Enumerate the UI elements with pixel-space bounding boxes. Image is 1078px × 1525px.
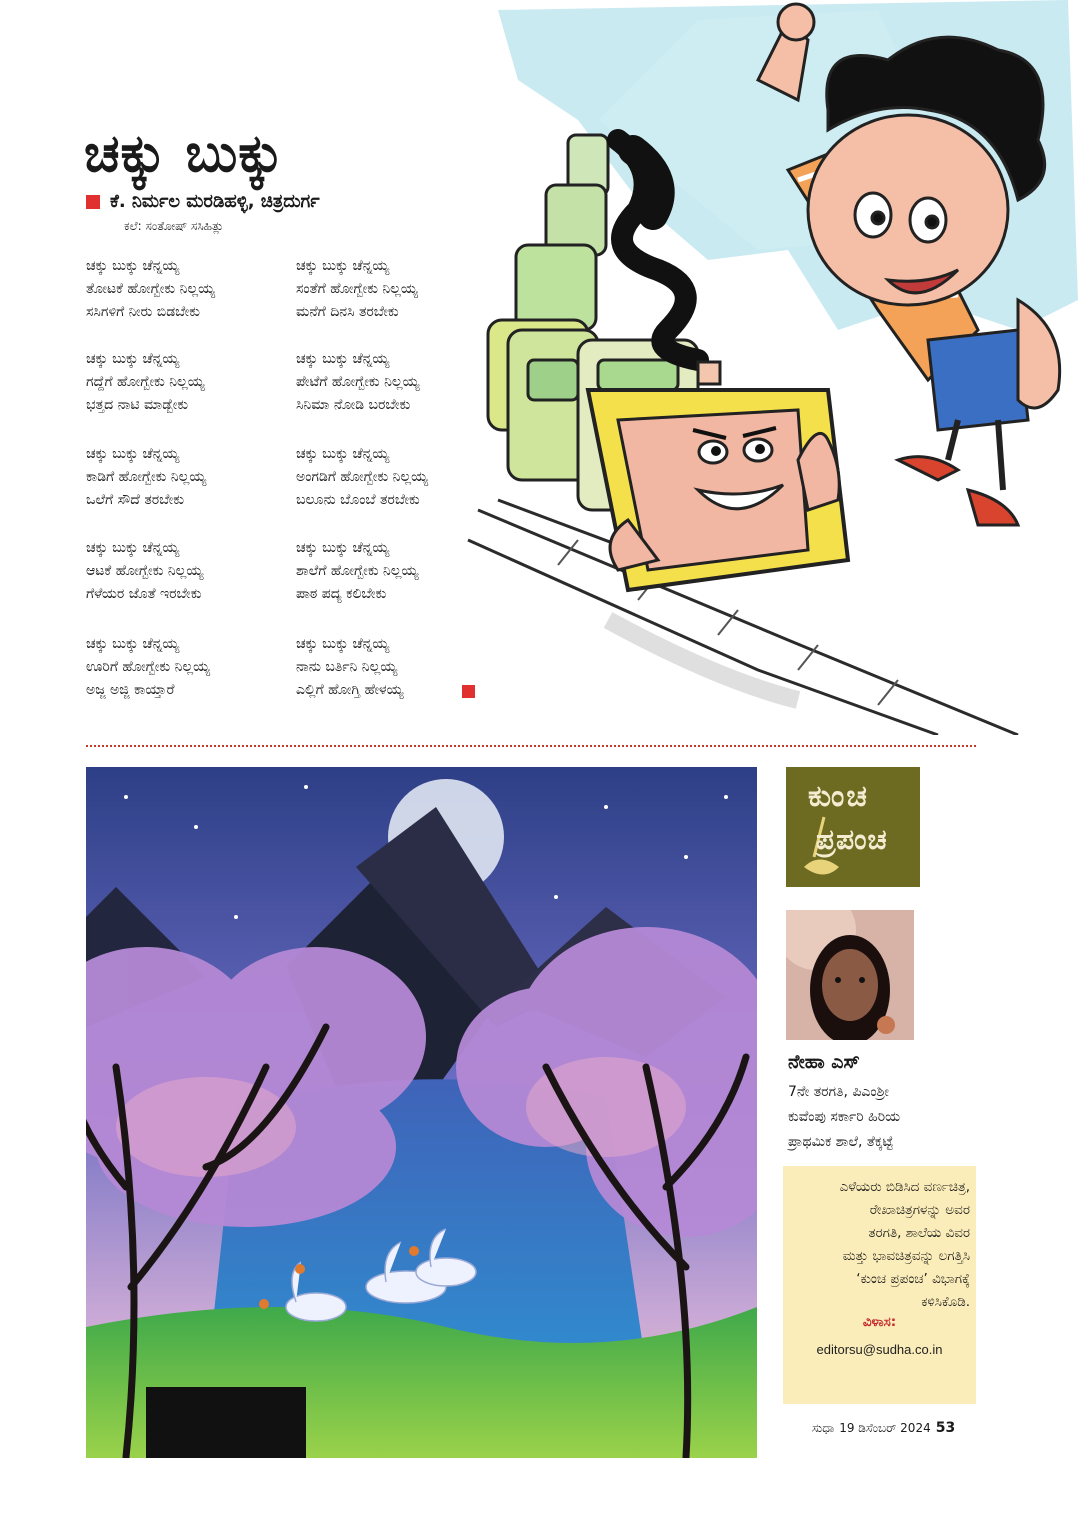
poem-line: ಮನೆಗೆ ದಿನಸಿ ತರಬೇಕು bbox=[296, 304, 399, 320]
poem-stanza bbox=[296, 537, 418, 606]
page-footer bbox=[812, 1420, 955, 1436]
note-line: ಎಳೆಯರು ಬಿಡಿಸಿದ ವರ್ಣಚಿತ್ರ, bbox=[839, 1179, 970, 1195]
poem-stanza bbox=[86, 255, 215, 324]
logo-line-1: ಕುಂಚ bbox=[808, 779, 869, 814]
student-info-line: 7ನೇ ತರಗತಿ, ಪಿಎಂಶ್ರೀ bbox=[788, 1084, 889, 1100]
poem-line: ಚಕ್ಕು ಬುಕ್ಕು ಚೆನ್ನಯ್ಯ bbox=[86, 540, 180, 556]
submission-note bbox=[783, 1166, 976, 1404]
poem-line: ಚಕ್ಕು ಬುಕ್ಕು ಚೆನ್ನಯ್ಯ bbox=[296, 636, 390, 652]
page-number: 53 bbox=[935, 1420, 956, 1436]
note-line: ‘ಕುಂಚ ಪ್ರಪಂಚ’ ವಿಭಾಗಕ್ಕೆ bbox=[856, 1271, 970, 1287]
cartoon-illustration bbox=[458, 0, 1078, 735]
poem-line: ಗೆಳೆಯರ ಜೊತೆ ಇರಬೇಕು bbox=[86, 586, 202, 602]
poem-byline bbox=[86, 191, 320, 212]
poem-line: ಒಲೆಗೆ ಸೌದೆ ತರಬೇಕು bbox=[86, 492, 185, 508]
poem-stanza bbox=[86, 537, 203, 606]
poem-line: ಚಕ್ಕು ಬುಕ್ಕು ಚೆನ್ನಯ್ಯ bbox=[296, 540, 390, 556]
poem-line: ಸಸಿಗಳಿಗೆ ನೀರು ಬಿಡಬೇಕು bbox=[86, 304, 201, 320]
poem-line: ಚಕ್ಕು ಬುಕ್ಕು ಚೆನ್ನಯ್ಯ bbox=[296, 351, 390, 367]
magazine-name: ಸುಧಾ bbox=[812, 1421, 835, 1435]
poem-author: ಕೆ. ನಿರ್ಮಲ ಮರಡಿಹಳ್ಳಿ, ಚಿತ್ರದುರ್ಗ bbox=[110, 191, 320, 212]
poem-line: ಸಂತೆಗೆ ಹೋಗ್ಬೇಕು ನಿಲ್ಲಯ್ಯ bbox=[296, 281, 418, 297]
poem-line: ಅಂಗಡಿಗೆ ಹೋಗ್ಬೇಕು ನಿಲ್ಲಯ್ಯ bbox=[296, 469, 429, 485]
poem-line: ಎಲ್ಲಿಗೆ ಹೋಗ್ತಿ ಹೇಳಯ್ಯ bbox=[296, 682, 404, 698]
student-name: ನೇಹಾ ಎಸ್ bbox=[788, 1051, 860, 1073]
poem-stanza bbox=[296, 443, 428, 512]
art-credit: ಕಲೆ: ಸಂತೋಷ್ ಸಸಿಹಿತ್ಲು bbox=[124, 219, 224, 233]
section-logo bbox=[786, 767, 920, 887]
note-text bbox=[789, 1176, 970, 1314]
poem-line: ಕಾಡಿಗೆ ಹೋಗ್ಬೇಕು ನಿಲ್ಲಯ್ಯ bbox=[86, 469, 207, 485]
poem-stanza bbox=[296, 255, 418, 324]
poem-line: ಚಕ್ಕು ಬುಕ್ಕು ಚೆನ್ನಯ್ಯ bbox=[86, 636, 180, 652]
poem-line: ಆಟಕೆ ಹೋಗ್ಬೇಕು ನಿಲ್ಲಯ್ಯ bbox=[86, 563, 204, 579]
poem-line: ಪೇಟೆಗೆ ಹೋಗ್ಬೇಕು ನಿಲ್ಲಯ್ಯ bbox=[296, 374, 420, 390]
poem-line: ಬಲೂನು ಬೊಂಬೆ ತರಬೇಕು bbox=[296, 492, 420, 508]
poem-line: ಚಕ್ಕು ಬುಕ್ಕು ಚೆನ್ನಯ್ಯ bbox=[296, 446, 390, 462]
poem-stanza bbox=[86, 443, 206, 512]
poem-line: ಚಕ್ಕು ಬುಕ್ಕು ಚೆನ್ನಯ್ಯ bbox=[296, 258, 390, 274]
poem-line: ಶಾಲೆಗೆ ಹೋಗ್ಬೇಕು ನಿಲ್ಲಯ್ಯ bbox=[296, 563, 419, 579]
poem-line: ಚಕ್ಕು ಬುಕ್ಕು ಚೆನ್ನಯ್ಯ bbox=[86, 446, 180, 462]
poem-line: ಊರಿಗೆ ಹೋಗ್ಬೇಕು ನಿಲ್ಲಯ್ಯ bbox=[86, 659, 211, 675]
poem-line: ಚಕ್ಕು ಬುಕ್ಕು ಚೆನ್ನಯ್ಯ bbox=[86, 351, 180, 367]
poem-title: ಚಕ್ಕು ಬುಕ್ಕು bbox=[84, 124, 285, 184]
poem-line: ಗದ್ದೆಗೆ ಹೋಗ್ಬೇಕು ನಿಲ್ಲಯ್ಯ bbox=[86, 374, 205, 390]
poem-line: ಚಕ್ಕು ಬುಕ್ಕು ಚೆನ್ನಯ್ಯ bbox=[86, 258, 180, 274]
student-photo bbox=[786, 910, 914, 1040]
poem-line: ಭತ್ತದ ನಾಟಿ ಮಾಡ್ಬೇಕು bbox=[86, 397, 189, 413]
issue-date: 19 ಡಿಸೆಂಬರ್ 2024 bbox=[839, 1421, 931, 1435]
poem-line: ಪಾಠ ಪದ್ಯ ಕಲಿಬೇಕು bbox=[296, 586, 387, 602]
logo-line-2: ಪ್ರಪಂಚ bbox=[816, 823, 888, 856]
poem-line: ಸಿನಿಮಾ ನೋಡಿ ಬರಬೇಕು bbox=[296, 397, 411, 413]
note-line: ಮತ್ತು ಭಾವಚಿತ್ರವನ್ನು ಲಗತ್ತಿಸಿ bbox=[842, 1248, 970, 1264]
poem-stanza bbox=[296, 633, 404, 702]
poem-line: ನಾನು ಬರ್ತಿನಿ ನಿಲ್ಲಯ್ಯ bbox=[296, 659, 398, 675]
email-link[interactable]: editorsu@sudha.co.in bbox=[816, 1342, 943, 1357]
section-divider bbox=[86, 745, 976, 747]
student-painting bbox=[86, 767, 757, 1458]
student-info bbox=[788, 1080, 900, 1155]
student-info-line: ಪ್ರಾಥಮಿಕ ಶಾಲೆ, ತೆಕ್ಕಟ್ಟೆ bbox=[788, 1134, 894, 1150]
poem-stanza bbox=[296, 348, 420, 417]
poem-stanza bbox=[86, 633, 210, 702]
note-line: ತರಗತಿ, ಶಾಲೆಯ ವಿವರ bbox=[868, 1225, 970, 1241]
address-label: ವಿಳಾಸ: bbox=[862, 1314, 897, 1330]
poem-stanza bbox=[86, 348, 205, 417]
note-line: ರೇಖಾಚಿತ್ರಗಳನ್ನು ಅವರ bbox=[869, 1202, 970, 1218]
poem-line: ಅಜ್ಜ ಅಜ್ಜಿ ಕಾಯ್ತಾರೆ bbox=[86, 682, 175, 698]
student-info-line: ಕುವೆಂಪು ಸರ್ಕಾರಿ ಹಿರಿಯ bbox=[788, 1109, 901, 1125]
bullet-square bbox=[86, 195, 100, 209]
note-line: ಕಳಿಸಿಕೊಡಿ. bbox=[921, 1294, 970, 1310]
poem-line: ತೋಟಕೆ ಹೋಗ್ಬೇಕು ನಿಲ್ಲಯ್ಯ bbox=[86, 281, 216, 297]
